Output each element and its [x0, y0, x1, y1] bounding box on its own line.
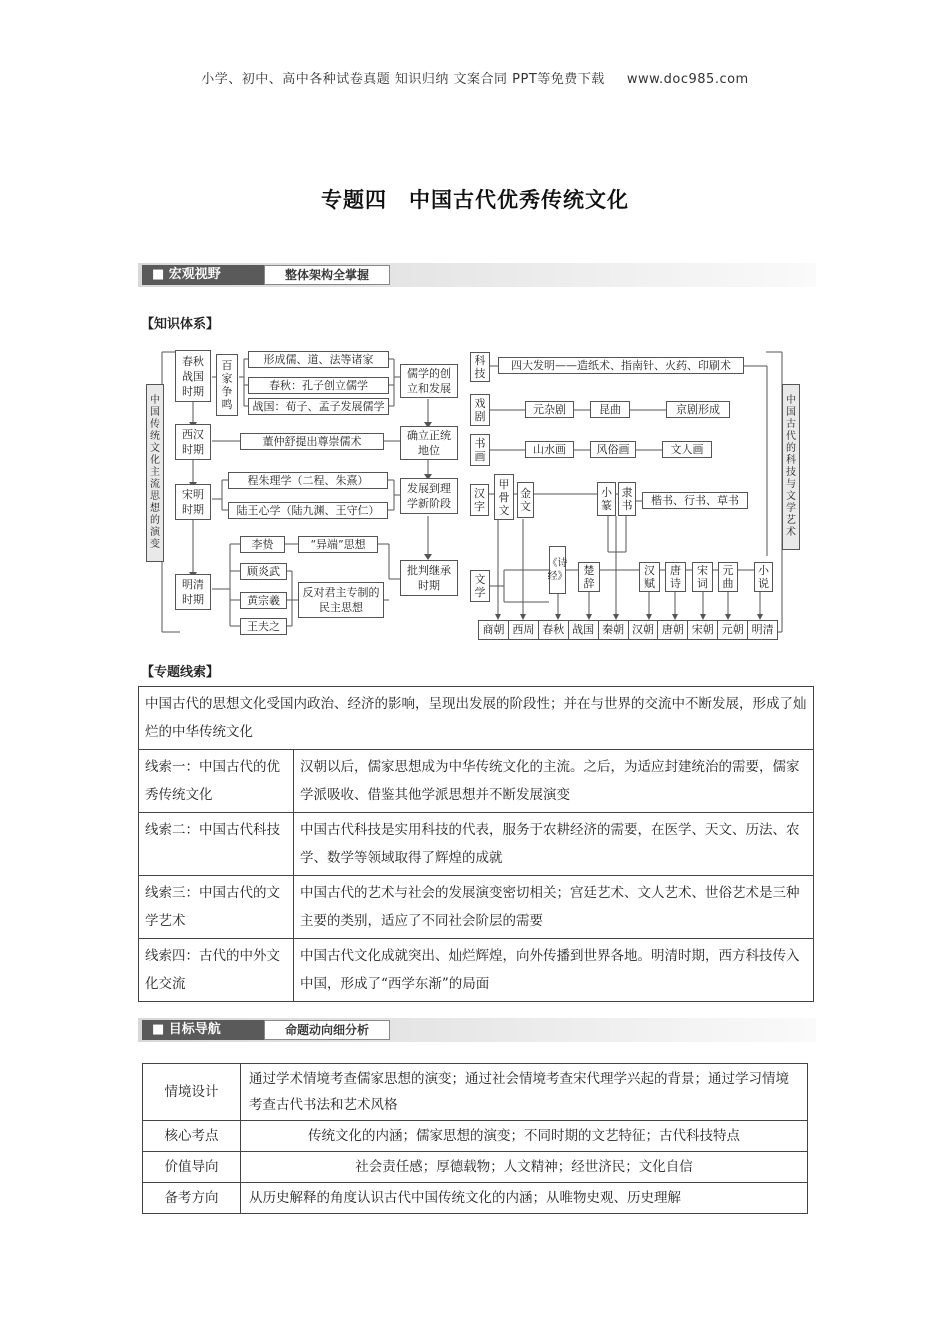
period-song-ming: 宋明时期: [175, 484, 211, 520]
banner-tag: ■ 目标导航: [142, 1020, 264, 1040]
painting-landscape: 山水画: [525, 441, 574, 458]
literature-label: 文学: [470, 570, 490, 602]
spring-item-2: 春秋：孔子创立儒学: [248, 377, 389, 394]
lit-tangshi: 唐诗: [665, 562, 686, 592]
drama-label: 戏剧: [470, 394, 490, 426]
banner-macro-view: [138, 263, 816, 287]
lit-shijing: 《诗经》: [549, 546, 566, 594]
banner-tag: ■ 宏观视野: [142, 265, 264, 285]
table-row: [143, 1121, 808, 1152]
hundred-schools-box: 百家争鸣: [216, 354, 238, 416]
drama-yuan-zaju: 元杂剧: [525, 401, 574, 418]
goal-key: 价值导向: [143, 1152, 241, 1183]
dynasty-ming-qing: 明清: [748, 621, 777, 639]
clue-value: 中国古代文化成就突出、灿烂辉煌，向外传播到世界各地。明清时期，西方科技传入中国，形成了“西学东渐”的局面: [294, 939, 814, 1002]
stage-critical: 批判继承时期: [400, 560, 458, 596]
clue-intro: 中国古代的思想文化受国内政治、经济的影响，呈现出发展的阶段性；并在与世界的交流中不断发展，形成了灿烂的中华传统文化: [139, 687, 814, 750]
goal-table: [142, 1063, 808, 1214]
songming-item-1: 程朱理学（二程、朱熹）: [228, 472, 388, 489]
table-row: [143, 1183, 808, 1214]
stage-founding: 儒学的创立和发展: [400, 364, 458, 398]
clues-label: 【专题线索】: [141, 665, 220, 680]
goal-value: 传统文化的内涵；儒家思想的演变；不同时期的文艺特征；古代科技特点: [241, 1121, 808, 1152]
script-bronze: 金文: [517, 482, 534, 518]
goal-key: 备考方向: [143, 1183, 241, 1214]
dynasty-warring-states: 战国: [569, 621, 599, 639]
clue-value: 中国古代的艺术与社会的发展演变密切相关；宫廷艺术、文人艺术、世俗艺术是三种主要的类别，适应了不同社会阶层的需要: [294, 876, 814, 939]
knowledge-system-label: 【知识体系】: [141, 317, 220, 332]
painting-label: 书画: [470, 434, 490, 466]
xihan-item: 董仲舒提出尊崇儒术: [240, 433, 384, 450]
person-wang-fuzhi: 王夫之: [240, 618, 287, 635]
period-spring-autumn: 春秋战国时期: [175, 350, 211, 402]
dynasty-han: 汉朝: [629, 621, 659, 639]
dynasty-yuan: 元朝: [718, 621, 748, 639]
knowledge-diagram: [142, 344, 806, 644]
dynasty-tang: 唐朝: [658, 621, 688, 639]
goal-value: 社会责任感；厚德载物；人文精神；经世济民；文化自信: [241, 1152, 808, 1183]
header-url[interactable]: www.doc985.com: [626, 72, 749, 87]
banner-subtitle: 整体架构全掌握: [264, 265, 390, 285]
lit-songci: 宋词: [692, 562, 713, 592]
clue-table: [138, 686, 814, 1002]
script-oracle-bone: 甲骨文: [494, 474, 514, 520]
page-header: [0, 68, 950, 87]
header-text: 小学、初中、高中各种试卷真题 知识归纳 文案合同 PPT等免费下载: [201, 72, 605, 87]
dynasty-shang: 商朝: [479, 621, 509, 639]
clue-value: 汉朝以后，儒家思想成为中华传统文化的主流。之后，为适应封建统治的需要，儒家学派吸收、借鉴其他学派思想并不断发展演变: [294, 750, 814, 813]
table-row: [143, 1064, 808, 1121]
dynasty-song: 宋朝: [688, 621, 718, 639]
stage-orthodox: 确立正统地位: [400, 426, 458, 460]
science-label: 科技: [470, 352, 490, 382]
goal-value: 从历史解释的角度认识古代中国传统文化的内涵；从唯物史观、历史理解: [241, 1183, 808, 1214]
chinese-characters-label: 汉字: [470, 484, 489, 516]
heretic-thought-box: “异端”思想: [298, 536, 378, 553]
painting-genre: 风俗画: [590, 441, 636, 458]
table-row: [139, 939, 814, 1002]
table-row: [139, 876, 814, 939]
drama-kunqu: 昆曲: [590, 401, 630, 418]
mainstream-thought-title: 中国传统文化主流思想的演变: [146, 384, 164, 562]
clue-key: 线索一：中国古代的优秀传统文化: [139, 750, 294, 813]
lit-novel: 小说: [754, 562, 773, 592]
stage-neo-confucian: 发展到理学新阶段: [400, 478, 458, 514]
drama-peking-opera: 京剧形成: [666, 401, 730, 418]
goal-key: 情境设计: [143, 1064, 241, 1121]
banner-subtitle: 命题动向细分析: [264, 1020, 390, 1040]
table-row: [139, 813, 814, 876]
period-western-han: 西汉时期: [175, 424, 211, 460]
table-row: [139, 687, 814, 750]
person-huang-zongxi: 黄宗羲: [240, 592, 287, 609]
spring-item-1: 形成儒、道、法等诸家: [248, 351, 389, 368]
dynasty-timeline: [478, 620, 778, 640]
banner-goal-navigation: [138, 1018, 816, 1042]
songming-item-2: 陆王心学（陆九渊、王守仁）: [228, 502, 388, 519]
lit-yuanqu: 元曲: [718, 562, 738, 592]
clue-key: 线索三：中国古代的文学艺术: [139, 876, 294, 939]
four-inventions: 四大发明——造纸术、指南针、火药、印刷术: [498, 357, 744, 374]
dynasty-qin: 秦朝: [599, 621, 629, 639]
table-row: [139, 750, 814, 813]
dynasty-western-zhou: 西周: [509, 621, 539, 639]
lit-hanfu: 汉赋: [639, 562, 660, 592]
anti-autocracy-box: 反对君主专制的民主思想: [298, 582, 384, 618]
science-literature-title: 中国古代的科技与文学艺术: [782, 384, 800, 550]
goal-value: 通过学术情境考查儒家思想的演变；通过社会情境考查宋代理学兴起的背景；通过学习情境考查古代书法和艺术风格: [241, 1064, 808, 1121]
table-row: [143, 1152, 808, 1183]
script-small-seal: 小篆: [597, 482, 616, 516]
goal-key: 核心考点: [143, 1121, 241, 1152]
clue-key: 线索二：中国古代科技: [139, 813, 294, 876]
later-scripts: 楷书、行书、草书: [642, 492, 748, 509]
script-clerical: 隶书: [618, 482, 636, 516]
person-li-zhi: 李贽: [240, 536, 285, 553]
period-ming-qing: 明清时期: [175, 574, 211, 610]
page-title: 专题四 中国古代优秀传统文化: [321, 188, 629, 212]
painting-literati: 文人画: [662, 441, 712, 458]
clue-key: 线索四：古代的中外文化交流: [139, 939, 294, 1002]
lit-chuci: 楚辞: [578, 562, 600, 592]
spring-item-3: 战国：荀子、孟子发展儒学: [248, 398, 389, 415]
clue-value: 中国古代科技是实用科技的代表，服务于农耕经济的需要，在医学、天文、历法、农学、数学等领域取得了辉煌的成就: [294, 813, 814, 876]
dynasty-spring-autumn: 春秋: [539, 621, 569, 639]
person-gu-yanwu: 顾炎武: [240, 563, 287, 580]
